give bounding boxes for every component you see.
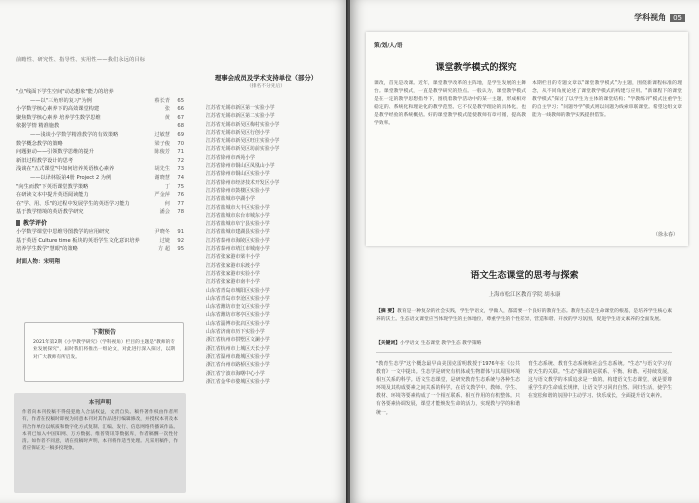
article2-title: 语文生态课堂的思考与探索 [470,271,579,281]
toc-entry [16,237,184,246]
council-member: 浙江省金华市婺城区实验小学 [206,378,270,385]
abstract-text: 教育是一种复杂的社会实践，学生学语文，学做人，都需要一个良好的教育生态。教育生态是生命课堂的根基，是培养学生核心素养的沃土。生态语文课堂应当体现学生的主体地位，尊重学生的个性差异，营造和谐、开放的学习氛围，促进学生语文素养的全面发展。 [376,309,672,322]
council-member: 江苏省徐州市铜山区实验小学 [206,171,270,178]
toc-entry-author: 胡先生 [154,166,170,173]
notice-body: 2021年第2期《小学教学研究》（学科视角）栏目的主题是"教师的专业发展探究"，届时我们将推出一组论文，对此进行深入探讨，以期对广大教师有所启发。 [33,340,175,360]
toc-entry-title: 依据学情 精准施教 [16,123,60,130]
notice-title: 下期预告 [91,329,116,336]
toc-entry-author: 尹晓冬 [154,228,170,235]
council-member-box [196,74,336,426]
toc-entry-author: 蔡长青 [154,97,170,104]
council-member: 江苏省无锡市新区第二实验小学 [206,113,275,120]
article2-column-1: "教育生态学"这个概念最早由美国克雷明教授于1976年在《公共教育》一文中提出。生态学是研究有机体或生物群体与其周围环境相互关系的科学。语文生态课堂，是研究教育生态系统与各种生态环境及其构成要素之间关系的科学。在语文教学中，教师、学生、教材、环境等要素构成了一个相互联系、相互作用的有机整体。只有各要素协调发展，课堂才能焕发生命的活力，实现教与学的和谐统一。 [376,361,520,416]
toc-entry-page: 72 [177,157,184,164]
council-member: 江苏省盐城市大丰区实验小学 [206,204,270,211]
article1-author: （徐永春） [652,232,678,238]
toc-entry [16,200,184,209]
column-header [634,12,685,23]
toc-entry-page: 92 [177,237,184,244]
toc-entry [16,245,184,254]
article2-keywords [376,340,672,348]
council-member: 江苏省徐州市经济技术开发区小学 [206,179,280,186]
council-subtitle: （排名不分先后） [246,84,286,89]
right-page [350,0,699,503]
council-member: 江苏省张家港市实验小学 [206,270,260,277]
toc-entry [16,157,184,166]
toc-entry-page: 74 [177,174,184,181]
council-member: 江苏省盐城市东台市城东小学 [206,212,270,219]
toc-entry-page: 76 [177,192,184,199]
council-member: 江苏省无锡市新吴区行创小学 [206,129,270,136]
toc-entry-page: 91 [177,228,184,235]
cover-person: 封面人物：宋明翔 [16,258,61,265]
toc-entry-author: 过敏慧 [154,131,170,138]
council-member-list [206,104,331,386]
toc-entry-author: 何 [164,200,170,207]
journal-tagline: 前瞻性、研究性、指导性、实用性——我们永远的目标 [16,57,146,63]
toc-entry [16,208,184,217]
toc-entry-page: 65 [177,97,184,104]
toc-entry-page: 73 [177,166,184,173]
toc-entry-page: 69 [177,131,184,138]
toc-section-title: 教学评价 [23,219,48,227]
council-member: 江苏省徐州市西苑小学 [206,154,255,161]
council-member: 山东省青岛市李沧区实验小学 [206,295,270,302]
toc-entry-title: 问题驱动——引领数学思维的提升 [16,149,94,156]
council-member: 山东省淄博市张店区实验小学 [206,320,270,327]
council-member: 江苏省徐州市铜山区凤凰山小学 [206,163,275,170]
council-member: 江苏省无锡市新吴区坊前实验小学 [206,146,280,153]
abstract-label: 【摘 要】 [376,309,397,314]
article2-abstract [376,308,672,323]
toc-entry-author: 陈俊芳 [154,149,170,156]
council-member: 浙江省台州市路桥区实验小学 [206,362,270,369]
section-marker-icon [16,220,20,226]
toc-entry-page: 66 [177,106,184,113]
council-member: 浙江省温州市鹿城区实验小学 [206,353,270,360]
toc-entry-author: 方 超 [157,246,170,253]
toc-entry-page: 68 [177,123,184,130]
toc-entry-page: 70 [177,140,184,147]
article1-title: 课堂教学模式的探究 [435,63,517,73]
toc-entry-title: "向生而教"下英语课堂教学策略 [16,183,89,190]
toc-entry-author: 过婕 [159,237,170,244]
toc-entry-author: 梁子俊 [154,140,170,147]
toc-entry [16,122,184,131]
toc-entry [16,88,184,97]
toc-entry-author: 谢晓慧 [154,174,170,181]
toc-entry-author: 张 [164,106,170,113]
toc-entry-title: 基于英语 Culture time 板块的英语学生文化意识培养 [16,237,140,244]
council-member: 江苏省徐州市鼓楼区实验小学 [206,187,270,194]
toc-entry-page: 95 [177,246,184,253]
council-member: 浙江省杭州市上城区天长小学 [206,345,270,352]
planner-article-box [366,32,688,246]
council-member: 山东省潍坊市奎文区实验小学 [206,304,270,311]
toc-entry-page: 78 [177,209,184,216]
toc-entry-title: 数学概念教学的策略 [16,140,63,147]
toc-entry-title: 基于教学情境的英语教学研究 [16,209,84,216]
column-label: 学科视角 [634,13,667,22]
council-member: 江苏省泰州市海陵区实验小学 [206,237,270,244]
council-member: 江苏省张家港市东渡小学 [206,262,260,269]
toc-entry-author: 丁 [164,183,170,190]
article1-body-left: 课改，首先是改课。近年，课堂教学改革的主阵地，是学生发展的主舞台。课堂教学模式，一直是教学研究的热点。一般认为，课堂教学模式是在一定的教学思想指导下，围绕着教学活动中的某一主题，形成相对稳定的、系统化和理论化的教学范型。它不仅是教学理论的具体化，也是教学经验的系统概括。好的课堂教学模式能使教师有章可循，提高教学效率。 [374,81,526,126]
declaration-title: 本刊声明 [88,400,112,406]
toc-entry-page: 67 [177,114,184,121]
article1-body-right: 本期栏目的专题文章以"课堂教学模式"为主题，围绕新课程标准的理念，从不同角度论述了课堂教学模式的构建与应用。"新课程下的课堂教学模式"探讨了以学生为主体的课堂结构；"学教练评"模式注重学生的自主学习；"问题导学"模式则以问题为线索串联课堂。希望这组文章能为一线教师的教学实践提供借鉴。 [532,81,682,118]
council-member: 江苏省无锡市新吴区旺庄实验小学 [206,138,280,145]
toc-entry [16,148,184,157]
council-member: 江苏省泰州市靖江市城南小学 [206,246,270,253]
council-member: 山东省潍坊市寒亭区实验小学 [206,312,270,319]
declaration-body: 作者向本刊投稿不得侵犯他人合法权益，文责自负。稿件著作权由作者所有，作者在投稿时即视为同意本刊对其作品进行编辑修改，并授权本刊及本刊合作单位以纸质和数字化方式复制、汇编、发行、信息网络传播该作品。本刊已加入中国知网、万方数据、维普资讯等数据库，作者稿酬一次性付清。如作者不同意，请在投稿时声明，本刊将作适当处理。凡采用稿件，作者应保证无一稿多投现象。 [22,410,178,452]
toc-entry [16,228,184,237]
council-member: 江苏省盐城市阜宁县实验小学 [206,221,270,228]
toc-entry [16,131,184,140]
council-member: 江苏省无锡市新区第一实验小学 [206,105,275,111]
toc-entry-author: 严金萍 [154,192,170,199]
toc-section-heading [16,219,184,228]
toc-entry [16,174,184,183]
toc-entry-title: 小学数学课堂中思维导图教学的应用研究 [16,228,110,235]
toc-entry-title: 在研读文本中提升英语阅读能力 [16,192,89,199]
toc-entry-title: "点"线面下学生空间"动态想象"能力的培养 [16,89,114,95]
toc-entry-page: 71 [177,149,184,156]
keywords-text: 小学语文 生态课堂 教学生态 教学策略 [400,341,482,346]
toc-entry-title: 浅谈在"五式课堂"中如何培养英语核心素养 [16,166,115,173]
next-issue-notice [24,322,184,382]
toc-entry-author: 潘会 [159,209,170,216]
divider [376,352,672,353]
toc-entry [16,183,184,192]
council-member: 浙江省杭州市拱墅区文澜小学 [206,337,270,344]
toc-entry-title: ——以"三角形的复习"为例 [30,97,92,104]
left-page [0,0,349,503]
toc-entry-title: ——以译林版第4册 Project 2 为例 [30,174,112,181]
toc-entry [16,97,184,106]
toc-entry [16,165,184,174]
toc-entry-title: 在"学、用、乐"的过程中发展学生的英语学习能力 [16,200,130,207]
planner-label: 策/划/人/语 [374,43,403,49]
article2-column-2: 育生态系统、教育生态系统和社会生态系统。"生态"与语文学习有着天生的关联。"生态"强调的是联系、平衡、和谐、可持续发展，这与语文教学的本质追求是一致的。构建语文生态课堂，就是要尊重学生的生命成长规律，让语文学习回归自然、回归生活，使学生在宽松和谐的氛围中主动学习、快乐成长，全面提升语文素养。 [528,361,672,400]
toc-entry [16,191,184,200]
council-member: 江苏省盐城市建湖县实验小学 [206,229,270,236]
council-member: 浙江省宁波市海曙中心小学 [206,370,265,377]
journal-declaration [14,393,186,493]
article2-affiliation: 上海市松江区教育学院 胡永康 [488,292,561,298]
toc-entry [16,105,184,114]
toc-entry-page: 75 [177,183,184,190]
toc-entry-title: 小学数学核心素养下的高效课堂构建 [16,106,100,113]
council-member: 江苏省张家港市南丰小学 [206,279,260,286]
council-title: 理事会成员及学术支持单位（部分） [214,74,318,82]
toc-entry-author: 黄 [164,114,170,121]
toc-entry [16,114,184,123]
toc-entry-title: 新旧过程教学设计的思考 [16,157,74,164]
table-of-contents [16,88,184,265]
council-member: 江苏省无锡市新吴区梅村实验小学 [206,121,280,128]
council-member: 山东省青岛市城阳区实验小学 [206,287,270,294]
toc-entry [16,140,184,149]
keywords-label: 【关键词】 [376,341,400,346]
council-member: 江苏省盐城市亭湖小学 [206,196,255,203]
page-number: 05 [670,14,685,22]
toc-entry-page: 77 [177,200,184,207]
toc-entry-title: ——浅谈小学数学精准教学的有效策略 [30,131,119,138]
council-member: 山东省济南市历下实验小学 [206,329,265,336]
council-member: 江苏省张家港市梁丰小学 [206,254,260,261]
toc-entry-title: 培养学生数学"慧眼"的策略 [16,246,78,253]
toc-entry-title: 聚焦数学核心素养 培养学生数学思维 [16,114,101,121]
